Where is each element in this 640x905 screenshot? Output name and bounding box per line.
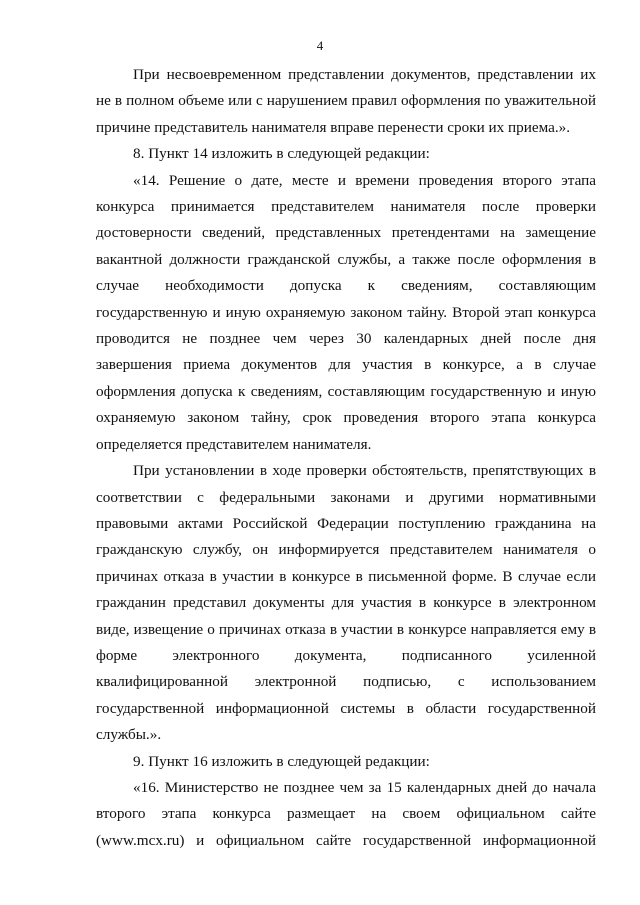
paragraph-item-9: 9. Пункт 16 изложить в следующей редакции: — [133, 752, 430, 770]
paragraph-document-submission: При несвоевременном представлении документов, представлении их не в полном объеме или с нарушением правил оформления по уважительной причине представитель нанимателя вправе перенести сроки их приема.». — [96, 66, 596, 136]
paragraph-clause-16: «16. Министерство не позднее чем за 15 календарных дней до начала второго этапа конкурса размещает на своем официальном сайте (www.mcx.ru) и официальном сайте государственной информационной — [96, 778, 596, 849]
paragraph-item-8: 8. Пункт 14 изложить в следующей редакции: — [133, 145, 430, 163]
page-number: 4 — [316, 38, 324, 53]
paragraph-refusal-notice: При установлении в ходе проверки обстоятельств, препятствующих в соответствии с федеральными законами и другими нормативными правовыми актами Российской Федерации поступлению гражданина на гражданскую службу, он информируется представителем нанимателя о причинах отказа в участии в конкурсе в письменной форме. В случае если гражданин представил документы для участия в конкурсе в электронном виде, извещение о причинах отказа в участии в конкурсе направляется ему в форме электронного документа, подписанного усиленной квалифицированной электронной подписью, с использованием государственной информационной системы в области государственной службы.». — [96, 462, 596, 744]
document-body — [96, 62, 596, 854]
paragraph-clause-14: «14. Решение о дате, месте и времени проведения второго этапа конкурса принимается представителем нанимателя после проверки достоверности сведений, представленных претендентами на замещение вакантной должности гражданской службы, а также после оформления в случае необходимости допуска к сведениям, составляющим государственную и иную охраняемую законом тайну. Второй этап конкурса проводится не позднее чем через 30 календарных дней после дня завершения приема документов для участия в конкурсе, а в случае оформления допуска к сведениям, составляющим государственную и иную охраняемую законом тайну, срок проведения второго этапа конкурса определяется представителем нанимателя. — [96, 171, 596, 453]
